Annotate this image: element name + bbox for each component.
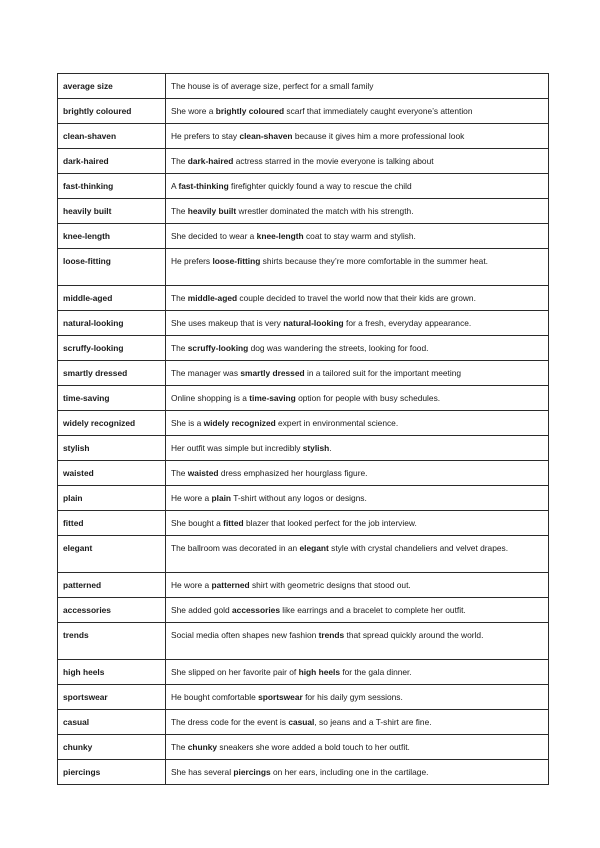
sentence-fragment: She slipped on her favorite pair of (171, 667, 299, 677)
example-sentence-cell (166, 311, 549, 336)
sentence-fragment: for his daily gym sessions. (302, 692, 403, 702)
example-sentence-cell (166, 660, 549, 685)
highlighted-term: middle-aged (187, 293, 238, 303)
sentence-fragment: blazer that looked perfect for the job interview. (243, 518, 417, 528)
sentence-fragment: shirt with geometric designs that stood out. (249, 580, 411, 590)
term-cell: high heels (58, 660, 166, 685)
example-sentence-cell (166, 199, 549, 224)
table-row (58, 336, 549, 361)
example-sentence-cell (166, 598, 549, 623)
sentence-fragment: She added gold (171, 605, 233, 615)
sentence-fragment: shirts because they’re more comfortable in the summer heat. (260, 256, 488, 266)
term-cell: knee-length (58, 224, 166, 249)
vocabulary-table-body (58, 74, 549, 785)
sentence-fragment: He prefers to stay (171, 131, 240, 141)
sentence-fragment: The (171, 742, 188, 752)
example-sentence-cell (166, 573, 549, 598)
sentence-fragment: coat to stay warm and stylish. (303, 231, 416, 241)
sentence-fragment: for the gala dinner. (340, 667, 412, 677)
example-sentence-cell (166, 74, 549, 99)
sentence-fragment: The (171, 343, 188, 353)
term-cell: natural-looking (58, 311, 166, 336)
sentence-fragment: dog was wandering the streets, looking for food. (248, 343, 429, 353)
example-sentence-cell (166, 710, 549, 735)
sentence-fragment: She decided to wear a (171, 231, 257, 241)
table-row (58, 149, 549, 174)
table-row (58, 760, 549, 785)
sentence-fragment: because it gives him a more professional look (292, 131, 465, 141)
table-row (58, 124, 549, 149)
example-sentence-cell (166, 149, 549, 174)
highlighted-term: elegant (299, 543, 329, 553)
highlighted-term: trends (318, 630, 345, 640)
sentence-fragment: She has several (171, 767, 234, 777)
sentence-fragment: She is a (171, 418, 204, 428)
example-sentence-cell (166, 124, 549, 149)
highlighted-term: widely recognized (203, 418, 276, 428)
term-cell: heavily built (58, 199, 166, 224)
highlighted-term: waisted (187, 468, 219, 478)
highlighted-term: piercings (233, 767, 271, 777)
example-sentence-cell (166, 486, 549, 511)
vocabulary-table (57, 73, 549, 785)
highlighted-term: patterned (211, 580, 250, 590)
sentence-fragment: A (171, 181, 179, 191)
sentence-fragment: firefighter quickly found a way to rescue the child (228, 181, 412, 191)
example-sentence-cell (166, 760, 549, 785)
table-row (58, 536, 549, 573)
highlighted-term: knee-length (256, 231, 304, 241)
example-sentence-cell (166, 536, 549, 573)
sentence-fragment: He wore a (171, 493, 212, 503)
example-sentence-cell (166, 336, 549, 361)
table-row (58, 199, 549, 224)
table-row (58, 623, 549, 660)
table-row (58, 511, 549, 536)
term-cell: fitted (58, 511, 166, 536)
example-sentence-cell (166, 286, 549, 311)
term-cell: brightly coloured (58, 99, 166, 124)
term-cell: dark-haired (58, 149, 166, 174)
sentence-fragment: She uses makeup that is very (171, 318, 284, 328)
highlighted-term: fitted (223, 518, 244, 528)
sentence-fragment: She wore a (171, 106, 216, 116)
table-row (58, 461, 549, 486)
sentence-fragment: option for people with busy schedules. (295, 393, 441, 403)
term-cell: loose-fitting (58, 249, 166, 286)
example-sentence-cell (166, 249, 549, 286)
table-row (58, 361, 549, 386)
sentence-fragment: Her outfit was simple but incredibly (171, 443, 303, 453)
term-cell: scruffy-looking (58, 336, 166, 361)
term-cell: accessories (58, 598, 166, 623)
term-cell: casual (58, 710, 166, 735)
sentence-fragment: style with crystal chandeliers and velvet drapes. (328, 543, 509, 553)
term-cell: clean-shaven (58, 124, 166, 149)
highlighted-term: stylish (302, 443, 330, 453)
table-row (58, 174, 549, 199)
example-sentence-cell (166, 623, 549, 660)
highlighted-term: brightly coloured (215, 106, 285, 116)
highlighted-term: sportswear (258, 692, 303, 702)
term-cell: stylish (58, 436, 166, 461)
highlighted-term: plain (211, 493, 232, 503)
highlighted-term: fast-thinking (178, 181, 229, 191)
sentence-fragment: dress emphasized her hourglass figure. (218, 468, 368, 478)
sentence-fragment: He wore a (171, 580, 212, 590)
table-row (58, 660, 549, 685)
table-row (58, 735, 549, 760)
term-cell: smartly dressed (58, 361, 166, 386)
sentence-fragment: sneakers she wore added a bold touch to her outfit. (217, 742, 410, 752)
term-cell: sportswear (58, 685, 166, 710)
term-cell: middle-aged (58, 286, 166, 311)
sentence-fragment: like earrings and a bracelet to complete her outfit. (279, 605, 466, 615)
table-row (58, 286, 549, 311)
highlighted-term: time-saving (249, 393, 296, 403)
term-cell: fast-thinking (58, 174, 166, 199)
sentence-fragment: that spread quickly around the world. (344, 630, 484, 640)
term-cell: widely recognized (58, 411, 166, 436)
highlighted-term: chunky (187, 742, 218, 752)
example-sentence-cell (166, 461, 549, 486)
highlighted-term: casual (288, 717, 315, 727)
highlighted-term: loose-fitting (212, 256, 261, 266)
highlighted-term: scruffy-looking (187, 343, 249, 353)
sentence-fragment: He bought comfortable (171, 692, 259, 702)
sentence-fragment: wrestler dominated the match with his strength. (236, 206, 414, 216)
term-cell: elegant (58, 536, 166, 573)
sentence-fragment: The (171, 293, 188, 303)
highlighted-term: smartly dressed (240, 368, 305, 378)
table-row (58, 573, 549, 598)
sentence-fragment: on her ears, including one in the cartilage. (270, 767, 429, 777)
example-sentence-cell (166, 174, 549, 199)
highlighted-term: heavily built (187, 206, 237, 216)
sentence-fragment: . (329, 443, 332, 453)
table-row (58, 99, 549, 124)
highlighted-term: natural-looking (283, 318, 344, 328)
table-row (58, 224, 549, 249)
example-sentence-cell (166, 735, 549, 760)
sentence-fragment: The (171, 206, 188, 216)
sentence-fragment: expert in environmental science. (275, 418, 399, 428)
table-row (58, 685, 549, 710)
sentence-fragment: T-shirt without any logos or designs. (231, 493, 367, 503)
sentence-fragment: scarf that immediately caught everyone’s attention (284, 106, 473, 116)
table-row (58, 486, 549, 511)
table-row (58, 311, 549, 336)
example-sentence-cell (166, 411, 549, 436)
example-sentence-cell (166, 99, 549, 124)
example-sentence-cell (166, 224, 549, 249)
sentence-fragment: Online shopping is a (171, 393, 250, 403)
sentence-fragment: , so jeans and a T-shirt are fine. (314, 717, 432, 727)
table-row (58, 74, 549, 99)
table-row (58, 386, 549, 411)
table-row (58, 249, 549, 286)
sentence-fragment: Social media often shapes new fashion (171, 630, 319, 640)
term-cell: plain (58, 486, 166, 511)
sentence-fragment: actress starred in the movie everyone is talking about (233, 156, 434, 166)
highlighted-term: accessories (232, 605, 280, 615)
term-cell: trends (58, 623, 166, 660)
term-cell: waisted (58, 461, 166, 486)
sentence-fragment: The ballroom was decorated in an (171, 543, 300, 553)
table-row (58, 436, 549, 461)
sentence-fragment: He prefers (171, 256, 213, 266)
highlighted-term: high heels (298, 667, 340, 677)
term-cell: patterned (58, 573, 166, 598)
sentence-fragment: She bought a (171, 518, 224, 528)
term-cell: time-saving (58, 386, 166, 411)
sentence-fragment: The house is of average size, perfect for a small family (171, 81, 374, 91)
example-sentence-cell (166, 511, 549, 536)
term-cell: chunky (58, 735, 166, 760)
term-cell: piercings (58, 760, 166, 785)
term-cell: average size (58, 74, 166, 99)
highlighted-term: clean-shaven (239, 131, 293, 141)
sentence-fragment: couple decided to travel the world now that their kids are grown. (237, 293, 476, 303)
sentence-fragment: The manager was (171, 368, 241, 378)
sentence-fragment: for a fresh, everyday appearance. (343, 318, 472, 328)
example-sentence-cell (166, 386, 549, 411)
sentence-fragment: The (171, 468, 188, 478)
example-sentence-cell (166, 436, 549, 461)
sentence-fragment: The dress code for the event is (171, 717, 289, 727)
table-row (58, 411, 549, 436)
sentence-fragment: in a tailored suit for the important meeting (304, 368, 462, 378)
table-row (58, 598, 549, 623)
table-row (58, 710, 549, 735)
example-sentence-cell (166, 361, 549, 386)
sentence-fragment: The (171, 156, 188, 166)
highlighted-term: dark-haired (187, 156, 234, 166)
example-sentence-cell (166, 685, 549, 710)
